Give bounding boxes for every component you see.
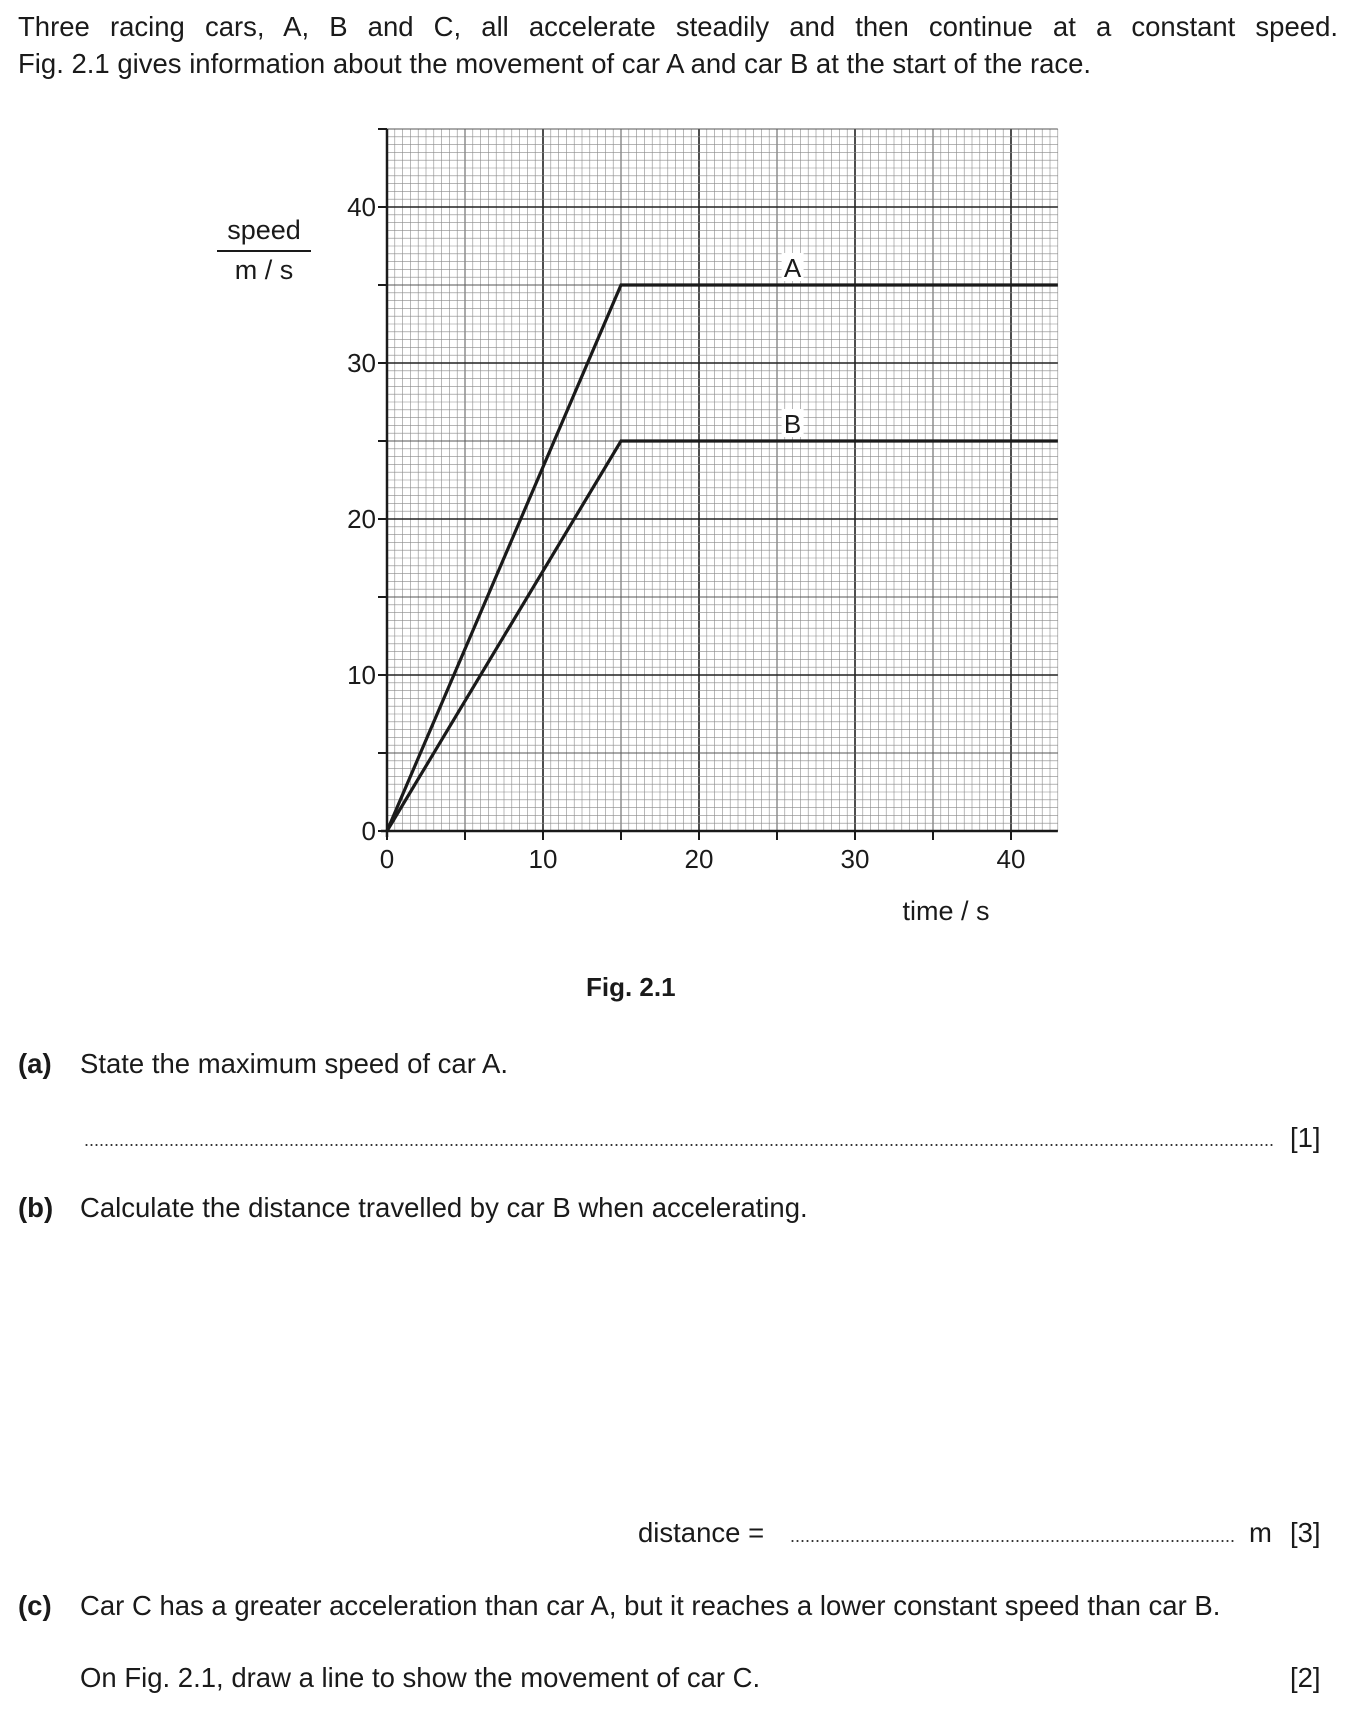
x-tick-label: 0 bbox=[379, 844, 395, 874]
x-tick-label: 20 bbox=[684, 844, 714, 874]
question-c-instruction: On Fig. 2.1, draw a line to show the movement of car C. bbox=[80, 1662, 761, 1693]
x-tick-label: 10 bbox=[528, 844, 558, 874]
question-c-mark: [2] bbox=[1290, 1662, 1321, 1693]
y-tick-label: 20 bbox=[347, 504, 376, 534]
distance-answer-prefix: distance = bbox=[638, 1517, 765, 1548]
figure-caption: Fig. 2.1 bbox=[586, 972, 676, 1002]
y-tick-label: 30 bbox=[347, 348, 376, 378]
y-axis-label-bottom: m / s bbox=[234, 255, 294, 285]
x-tick-label: 40 bbox=[996, 844, 1026, 874]
graph-axes bbox=[347, 129, 1058, 874]
y-axis-label-top: speed bbox=[227, 215, 301, 245]
series-label-a: A bbox=[783, 253, 802, 283]
question-c-label: (c) bbox=[18, 1590, 52, 1621]
question-a-label: (a) bbox=[18, 1048, 52, 1079]
question-b-mark: [3] bbox=[1290, 1517, 1321, 1548]
distance-unit: m bbox=[1249, 1517, 1272, 1548]
question-c-text: Car C has a greater acceleration than car A, but it reaches a lower constant speed than car B. bbox=[80, 1590, 1221, 1621]
x-axis-label: time / s bbox=[902, 896, 990, 926]
question-a-text: State the maximum speed of car A. bbox=[80, 1048, 508, 1079]
y-tick-label: 10 bbox=[347, 660, 376, 690]
question-b-text: Calculate the distance travelled by car B when accelerating. bbox=[80, 1192, 808, 1223]
answer-line-a[interactable] bbox=[84, 1144, 1274, 1146]
x-tick-label: 30 bbox=[840, 844, 870, 874]
y-tick-label: 0 bbox=[361, 816, 376, 846]
intro-line-2: Fig. 2.1 gives information about the movement of car A and car B at the start of the race. bbox=[18, 48, 1092, 79]
answer-line-b[interactable] bbox=[790, 1540, 1235, 1542]
question-a-mark: [1] bbox=[1290, 1122, 1321, 1153]
series-label-b: B bbox=[783, 409, 802, 439]
question-b-label: (b) bbox=[18, 1192, 54, 1223]
intro-line-1: Three racing cars, A, B and C, all accelerate steadily and then continue at a constant speed. bbox=[18, 11, 1338, 42]
graph-grid bbox=[387, 129, 1058, 831]
y-tick-label: 40 bbox=[347, 192, 376, 222]
